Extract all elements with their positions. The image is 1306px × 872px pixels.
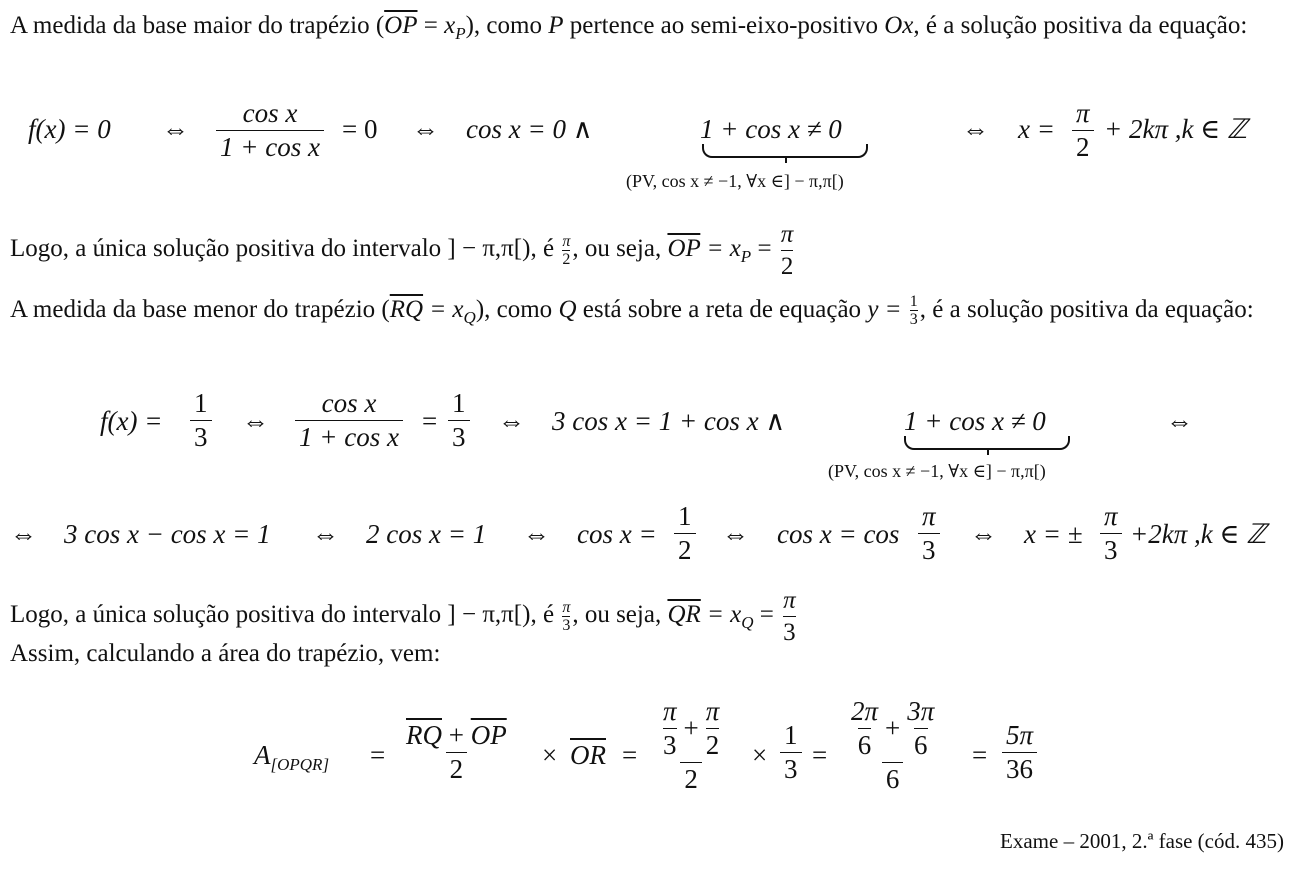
paragraph-base-menor: A medida da base menor do trapézio $(\overline{RQ} = x_Q)$, como Q está sobre a reta de equação y = $\frac{1}{3}$ , é a solução positiva da equação:: [10, 293, 1254, 329]
equation-solving-cos: ⇔ 3 cos x − cos x = 1 ⇔ 2 cos x = 1 ⇔ cos x = $\frac{1}{2}$ ⇔ cos x = cos $\frac{\pi}{3}$ ⇔ x = ± $\frac{\pi}{3}$ +2kπ ,k ∈ ℤ: [10, 501, 1267, 565]
small-fraction-1-3: $\frac{1}{3}$: [909, 293, 918, 329]
fraction-pi-over-2-result: $\frac{\pi}{2}$: [780, 221, 794, 280]
paragraph-base-maior: A medida da base maior do trapézio $(\overline{OP} = x_P)$, como P pertence ao semi-eixo-positivo Ox, é a solução positiva da equação:: [10, 12, 1248, 43]
fraction-1-over-2: $\frac{1}{2}$: [674, 503, 696, 564]
fraction-pi-over-3: $\frac{\pi}{3}$: [918, 503, 940, 564]
brace-note-2: (PV, cos x ≠ −1, ∀x ∈] − π,π[): [828, 461, 1046, 481]
small-fraction-pi-3: $\frac{\pi}{3}$: [562, 598, 571, 634]
underbrace: [702, 144, 868, 158]
fraction-bases-over-2: $\frac{\overline{RQ} + \overline{OP}}{2}$: [406, 720, 507, 784]
fraction-1-over-3-b: $\frac{1}{3}$: [448, 390, 470, 451]
paragraph-assim: Assim, calculando a área do trapézio, vem:: [10, 640, 441, 667]
paragraph-logo-qr: Logo, a única solução positiva do intervalo ] − π,π[), é $\frac{\pi}{3}$ , ou seja, $\overline{QR} = x_Q$ = $\frac{\pi}{3}$: [10, 587, 796, 646]
underbrace-2: [904, 436, 1070, 450]
fraction-pi-over-3-result: $\frac{\pi}{3}$: [783, 587, 796, 646]
fraction-sum-over-6: 2π 6 + $\frac{3\pi}{6}$ 6: [851, 696, 935, 794]
equation-f-equals-zero: f(x) = 0 ⇔ $\frac{\text{cos x}}{\text{1 + cos x}}$ = 0 ⇔ cos x = 0 ∧ 1 + cos x ≠ 0 (PV, cos x ≠ −1, ∀x ∈] − π,π[) ⇔ x = $\frac{\pi}{2}$ + 2kπ ,k ∈ ℤ: [28, 98, 1248, 191]
fraction-sum-pi-over-2: π 3 + $\frac{\pi}{2}$ 2: [663, 696, 720, 794]
segment-op: $\overline{OP}$: [384, 12, 418, 39]
fraction-cos-over-1pluscos: $\frac{\text{cos x}}{\text{1 + cos x}}$: [216, 100, 324, 161]
equation-f-equals-one-third: f(x) = $\frac{1}{3}$ ⇔ $\frac{\text{cos x}}{\text{1 + cos x}}$ = $\frac{1}{3}$ ⇔ 3 cos x = 1 + cos x ∧ 1 + cos x ≠ 0 (PV, cos x ≠ −1, ∀x ∈] − π,π[) ⇔: [100, 388, 1193, 481]
fraction-cos-over-1pluscos-2: $\frac{\text{cos x}}{\text{1 + cos x}}$: [295, 390, 403, 451]
area-symbol: $A_{[OPQR]}$: [254, 740, 330, 774]
fraction-pi-over-2: $\frac{\pi}{2}$: [1072, 100, 1094, 161]
paragraph-logo-op: Logo, a única solução positiva do intervalo ] − π,π[), é $\frac{\pi}{2}$ , ou seja, $\overline{OP} = x_P$ = $\frac{\pi}{2}$: [10, 221, 794, 280]
brace-note: (PV, cos x ≠ −1, ∀x ∈] − π,π[): [626, 171, 844, 191]
exam-source: Exame – 2001, 2.ª fase (cód. 435): [1000, 829, 1284, 853]
fraction-pi-over-3-b: $\frac{\pi}{3}$: [1100, 503, 1122, 564]
fraction-1-over-3: $\frac{1}{3}$: [190, 390, 212, 451]
small-fraction-pi-2: $\frac{\pi}{2}$: [562, 232, 571, 268]
fraction-result-5pi-36: $\frac{5\pi}{36}$: [1002, 722, 1037, 783]
equation-area-trapezio: $A_{[OPQR]}$ = $\frac{\overline{RQ} + \overline{OP}}{2}$ × $\overline{OR}$ = π 3 + $\frac{\pi}{2}$ 2 × $\frac{1}{3}$ = 2π 6 + $\frac{3\pi}{6}$ 6 = $\frac{5\pi}{36}$: [0, 698, 1306, 798]
fraction-1-over-3-c: $\frac{1}{3}$: [780, 722, 802, 783]
